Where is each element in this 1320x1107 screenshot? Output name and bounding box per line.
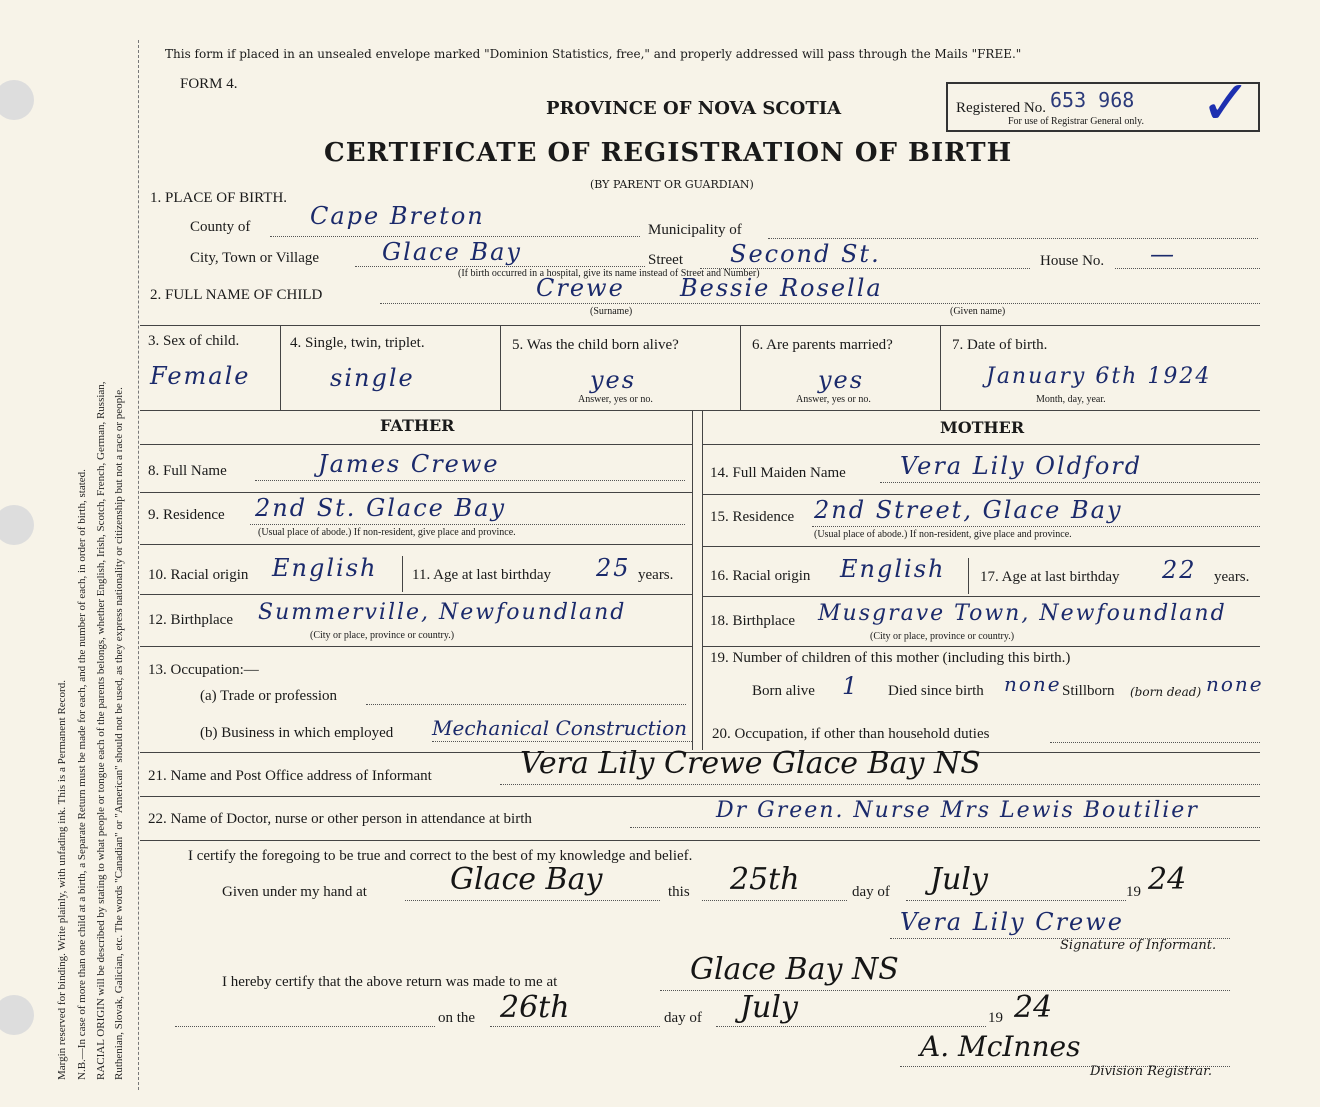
father-birthplace-note: (City or place, province or country.) — [310, 630, 455, 641]
doctor-label: 22. Name of Doctor, nurse or other person in attendance at birth — [148, 811, 532, 827]
binding-margin-line — [138, 40, 139, 1090]
father-name-value: James Crewe — [318, 450, 500, 478]
born-alive-count: 1 — [842, 672, 860, 700]
mother-residence-label: 15. Residence — [710, 509, 795, 525]
check-mark-icon: ✓ — [1200, 66, 1252, 139]
sex-label: 3. Sex of child. — [148, 333, 240, 349]
registrar-year-value: 24 — [1014, 990, 1053, 1025]
mother-age-label: 17. Age at last birthday — [980, 569, 1120, 585]
registrar-month-value: July — [740, 990, 798, 1025]
form-number: FORM 4. — [180, 76, 238, 92]
certify-text: I certify the foregoing to be true and correct to the best of my knowledge and belief. — [188, 848, 693, 864]
mother-years-label: years. — [1214, 569, 1250, 585]
house-value: — — [1150, 240, 1176, 268]
given-month-value: July — [930, 862, 988, 897]
informant-value: Vera Lily Crewe Glace Bay NS — [520, 746, 981, 781]
certificate-subtitle: (BY PARENT OR GUARDIAN) — [590, 178, 754, 191]
mail-notice: This form if placed in an unsealed envelope marked "Dominion Statistics, free," and properly addressed will pass through the Mails "FREE." — [165, 47, 1022, 61]
street-label: Street — [648, 252, 683, 268]
informant-signature: Vera Lily Crewe — [900, 908, 1125, 936]
surname-note: (Surname) — [590, 306, 633, 317]
this-label: this — [668, 884, 690, 900]
binding-hole — [0, 505, 34, 545]
trade-label: (a) Trade or profession — [200, 688, 338, 704]
doctor-value: Dr Green. Nurse Mrs Lewis Boutilier — [716, 798, 1199, 823]
county-value: Cape Breton — [310, 202, 485, 230]
plurality-label: 4. Single, twin, triplet. — [290, 335, 425, 351]
mother-birthplace-value: Musgrave Town, Newfoundland — [818, 601, 1227, 626]
died-label: Died since birth — [888, 683, 984, 699]
father-birthplace-value: Summerville, Newfoundland — [258, 600, 627, 625]
father-race-value: English — [272, 554, 378, 582]
given-year-prefix: 19 — [1126, 884, 1141, 900]
city-value: Glace Bay — [382, 238, 522, 266]
city-label: City, Town or Village — [190, 250, 320, 266]
father-years-label: years. — [638, 567, 674, 583]
stillborn-note: (born dead) — [1130, 685, 1202, 699]
father-race-label: 10. Racial origin — [148, 567, 249, 583]
registrar-day-value: 26th — [500, 990, 570, 1025]
father-age-value: 25 — [596, 554, 631, 582]
father-residence-label: 9. Residence — [148, 507, 225, 523]
father-heading: FATHER — [380, 416, 455, 435]
born-alive-count-label: Born alive — [752, 683, 815, 699]
dob-value: January 6th 1924 — [986, 364, 1212, 389]
child-given-name: Bessie Rosella — [680, 274, 883, 302]
mother-name-label: 14. Full Maiden Name — [710, 465, 846, 481]
born-alive-label: 5. Was the child born alive? — [512, 337, 679, 353]
certificate-title: CERTIFICATE OF REGISTRATION OF BIRTH — [324, 138, 1013, 168]
mother-race-label: 16. Racial origin — [710, 568, 811, 584]
on-the-label: on the — [438, 1010, 476, 1026]
married-yesno-note: Answer, yes or no. — [796, 394, 871, 405]
registrar-place-value: Glace Bay NS — [690, 952, 899, 987]
mother-heading: MOTHER — [940, 418, 1025, 437]
sex-value: Female — [150, 362, 251, 390]
division-registrar-note: Division Registrar. — [1090, 1064, 1212, 1079]
margin-note-1: Margin reserved for binding. Write plainly, with unfading ink. This is a Permanent Record. — [56, 680, 68, 1080]
plurality-value: single — [330, 364, 415, 392]
mother-residence-note: (Usual place of abode.) If non-resident, give place and province. — [814, 529, 1072, 540]
province-heading: PROVINCE OF NOVA SCOTIA — [546, 98, 842, 119]
father-residence-value: 2nd St. Glace Bay — [255, 494, 506, 522]
registrar-signature: A. McInnes — [920, 1030, 1081, 1063]
children-count-label: 19. Number of children of this mother (including this birth.) — [710, 650, 1071, 666]
father-name-label: 8. Full Name — [148, 463, 227, 479]
stillborn-count: none — [1206, 672, 1264, 696]
place-of-birth-label: 1. PLACE OF BIRTH. — [150, 190, 288, 206]
mother-birthplace-note: (City or place, province or country.) — [870, 631, 1015, 642]
parents-married-value: yes — [818, 366, 865, 394]
given-place-value: Glace Bay — [450, 862, 603, 897]
business-label: (b) Business in which employed — [200, 725, 394, 741]
registrar-certify-text: I hereby certify that the above return was made to me at — [222, 974, 558, 990]
business-value: Mechanical Construction — [432, 716, 687, 740]
binding-hole — [0, 995, 34, 1035]
father-residence-note: (Usual place of abode.) If non-resident, give place and province. — [258, 527, 516, 538]
dob-label: 7. Date of birth. — [952, 337, 1048, 353]
street-value: Second St. — [730, 240, 881, 268]
died-count: none — [1004, 672, 1062, 696]
hospital-note: (If birth occurred in a hospital, give its name instead of Street and Number) — [458, 268, 760, 279]
mother-birthplace-label: 18. Birthplace — [710, 613, 795, 629]
margin-note-2: N.B.—In case of more than one child at a birth, a Separate Return must be made for each, and the number of each, in order of birth, stated. — [76, 469, 88, 1080]
given-year-value: 24 — [1148, 862, 1187, 897]
margin-note-3: RACIAL ORIGIN will be described by stating to what people or tongue each of the parents belongs, whether English, Irish, Scotch, French, German, Russian, — [95, 381, 107, 1080]
binding-hole — [0, 80, 34, 120]
signature-note: Signature of Informant. — [1060, 938, 1217, 953]
municipality-label: Municipality of — [648, 222, 742, 238]
father-age-label: 11. Age at last birthday — [412, 567, 551, 583]
alive-yesno-note: Answer, yes or no. — [578, 394, 653, 405]
informant-label: 21. Name and Post Office address of Informant — [148, 768, 432, 784]
child-surname: Crewe — [536, 274, 625, 302]
mother-occupation-label: 20. Occupation, if other than household duties — [712, 726, 990, 742]
registered-label: Registered No. — [956, 100, 1046, 116]
father-birthplace-label: 12. Birthplace — [148, 612, 233, 628]
mother-residence-value: 2nd Street, Glace Bay — [814, 496, 1123, 524]
day-of-label: day of — [852, 884, 890, 900]
child-name-label: 2. FULL NAME OF CHILD — [150, 287, 323, 303]
margin-note-4: Ruthenian, Slovak, Galician, etc. The words "Canadian" or "American" should not be used, as they express nationality or citizenship but not a race or people. — [113, 387, 125, 1080]
mother-age-value: 22 — [1162, 556, 1197, 584]
given-day-value: 25th — [730, 862, 800, 897]
born-alive-value: yes — [590, 366, 637, 394]
father-occupation-label: 13. Occupation:— — [148, 662, 259, 678]
stillborn-label: Stillborn — [1062, 683, 1115, 699]
dob-note: Month, day, year. — [1036, 394, 1106, 405]
mother-race-value: English — [840, 555, 946, 583]
given-under-label: Given under my hand at — [222, 884, 367, 900]
registrar-note: For use of Registrar General only. — [1008, 116, 1144, 127]
house-label: House No. — [1040, 253, 1105, 269]
parents-married-label: 6. Are parents married? — [752, 337, 893, 353]
reg-year-prefix: 19 — [988, 1010, 1003, 1026]
county-label: County of — [190, 219, 251, 235]
mother-name-value: Vera Lily Oldford — [900, 452, 1143, 480]
given-name-note: (Given name) — [950, 306, 1006, 317]
registered-number: 653 968 — [1050, 88, 1135, 112]
reg-day-of-label: day of — [664, 1010, 702, 1026]
